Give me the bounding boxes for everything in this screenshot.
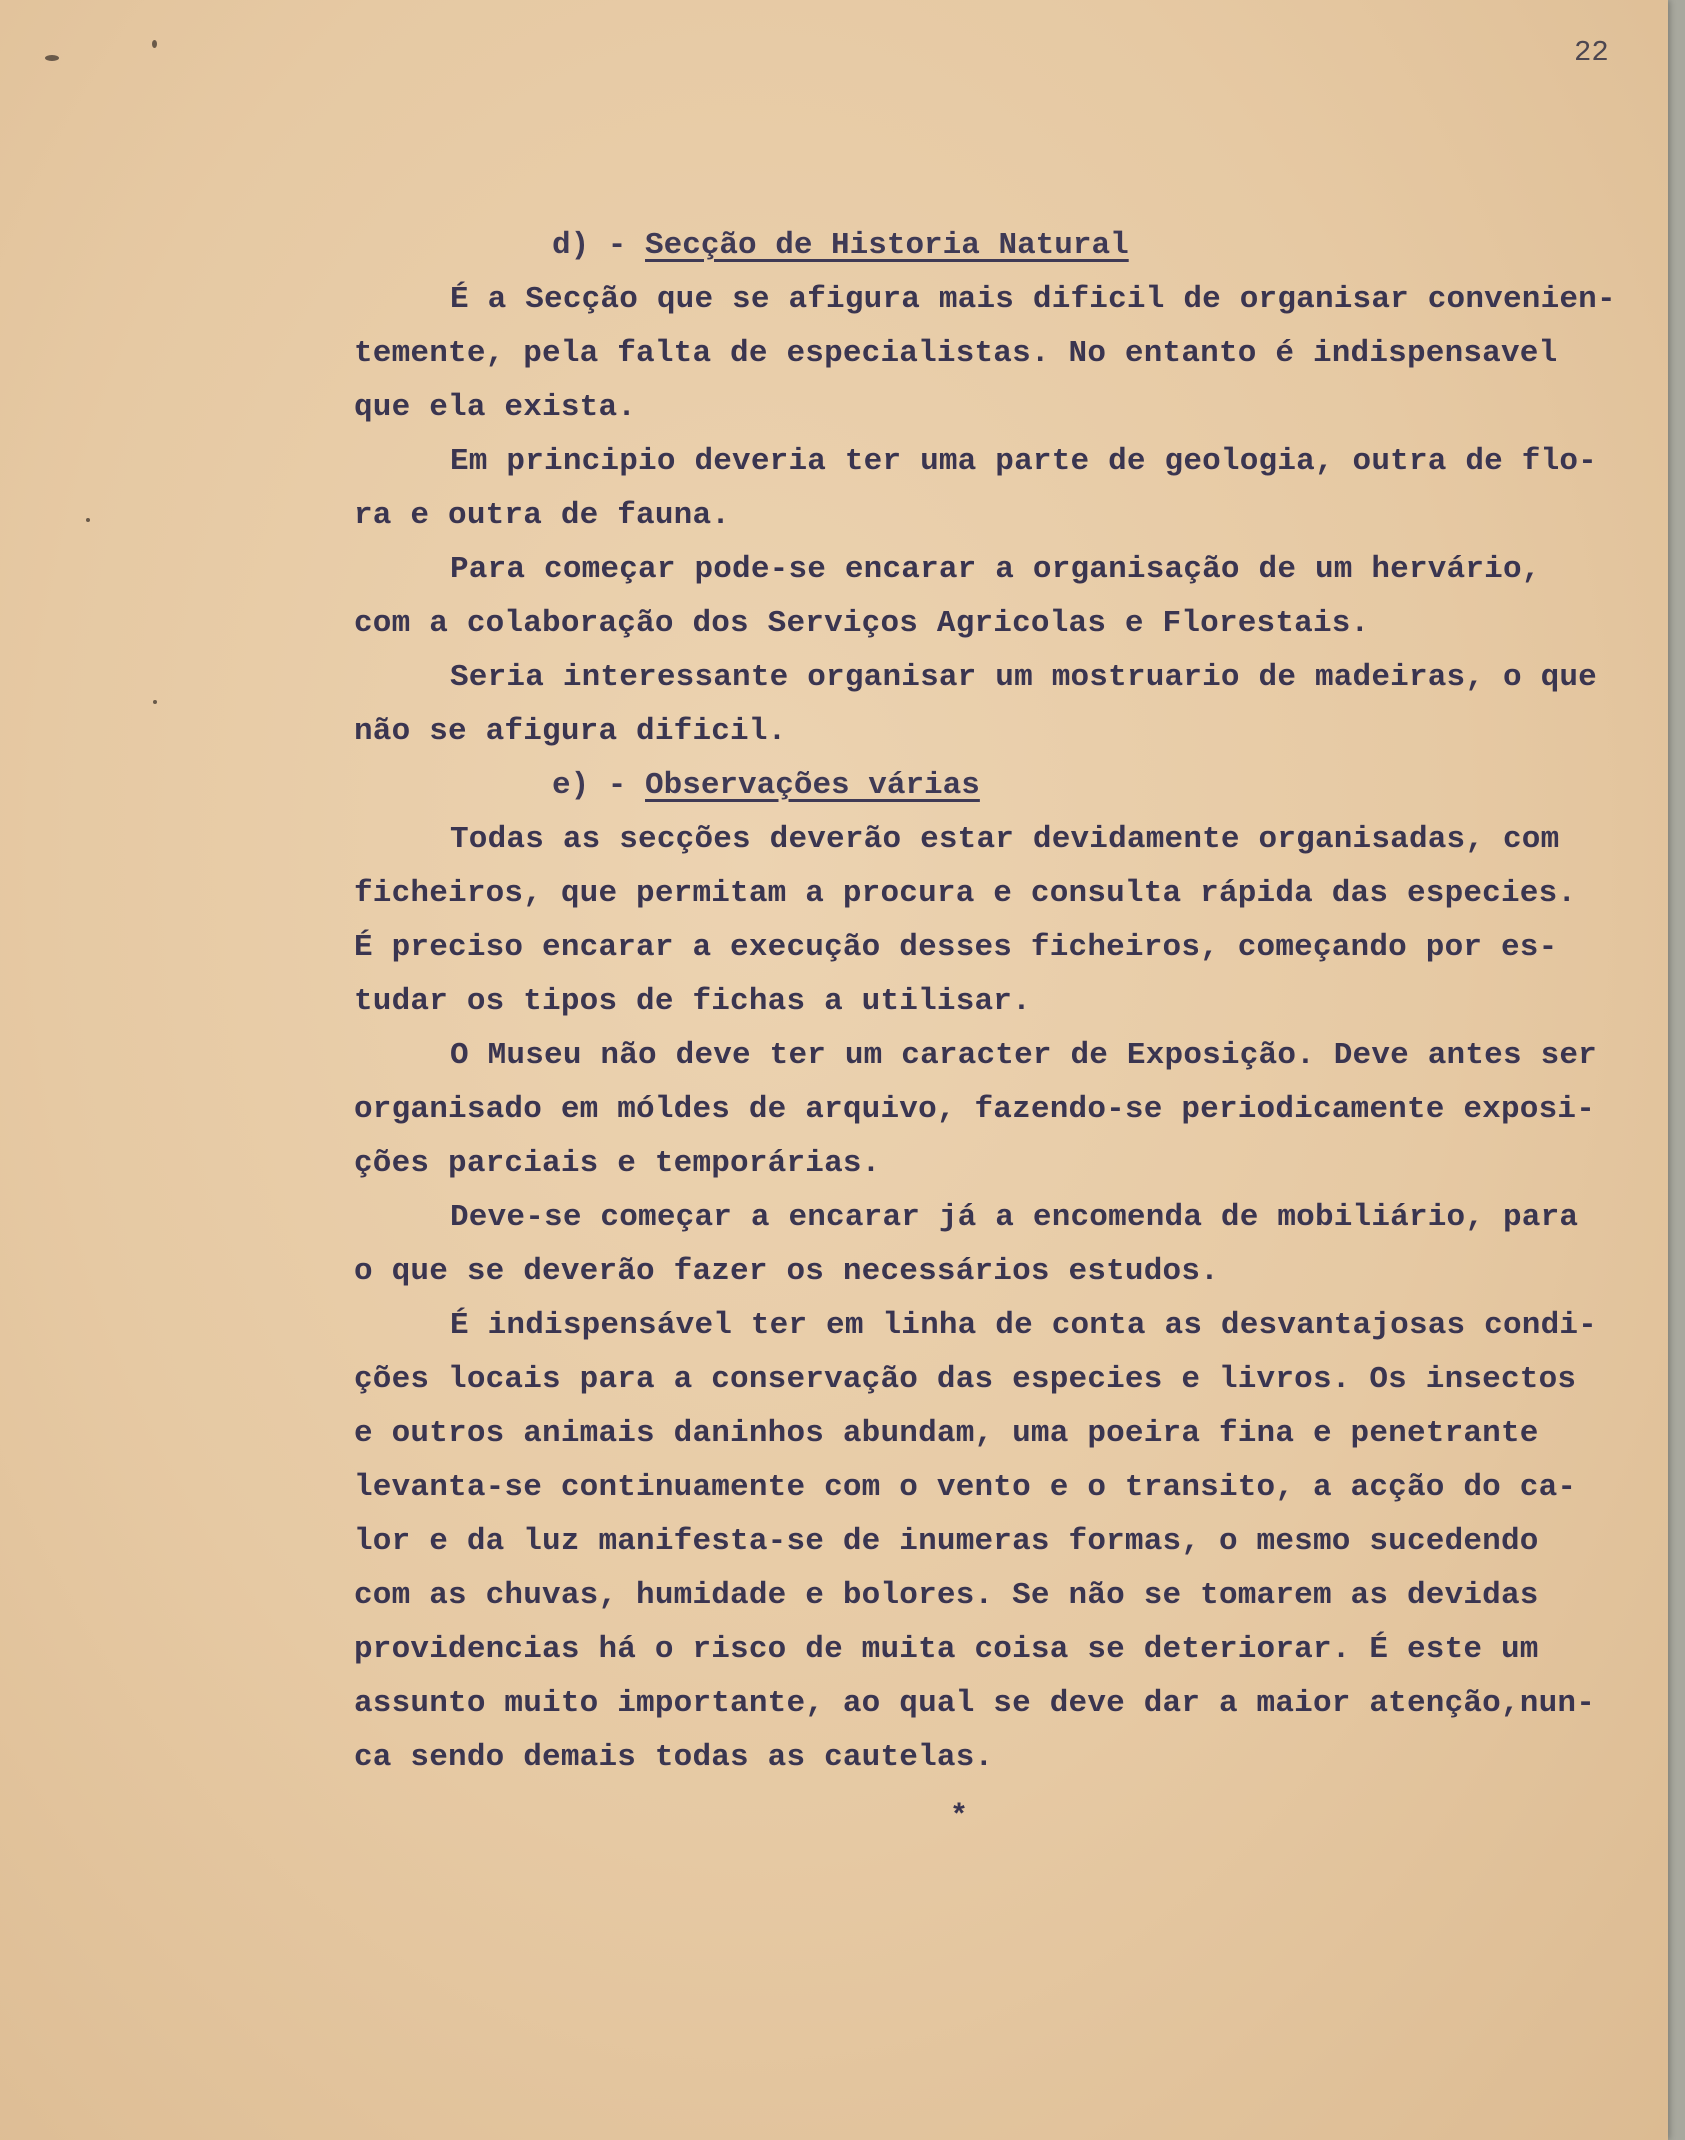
text-line: e outros animais daninhos abundam, uma poeira fina e penetrante	[354, 1416, 1539, 1451]
text-line: tudar os tipos de fichas a utilisar.	[354, 984, 1031, 1019]
ink-spot	[45, 55, 59, 61]
text-line: Em principio deveria ter uma parte de geologia, outra de flo-	[450, 444, 1597, 479]
ink-spot	[152, 40, 157, 48]
text-line: O Museu não deve ter um caracter de Exposição. Deve antes ser	[450, 1038, 1597, 1073]
page-number: 22	[1574, 36, 1609, 69]
section-heading-e	[552, 768, 980, 803]
section-d-title: Secção de Historia Natural	[645, 228, 1129, 263]
text-line: assunto muito importante, ao qual se deve dar a maior atenção,nun-	[354, 1686, 1595, 1721]
text-line: ções locais para a conservação das especies e livros. Os insectos	[354, 1362, 1577, 1397]
text-line: ra e outra de fauna.	[354, 498, 731, 533]
section-e-title: Observações várias	[645, 768, 980, 803]
ink-spot	[86, 518, 90, 522]
text-line: É indispensável ter em linha de conta as desvantajosas condi-	[450, 1308, 1597, 1343]
text-line: É a Secção que se afigura mais dificil de organisar convenien-	[450, 282, 1616, 317]
section-d-prefix: d) -	[552, 228, 646, 263]
text-line: com as chuvas, humidade e bolores. Se não se tomarem as devidas	[354, 1578, 1539, 1613]
text-line: Seria interessante organisar um mostruario de madeiras, o que	[450, 660, 1597, 695]
text-line: providencias há o risco de muita coisa se deteriorar. É este um	[354, 1632, 1539, 1667]
section-e-prefix: e) -	[552, 768, 646, 803]
text-line: não se afigura dificil.	[354, 714, 787, 749]
text-line: que ela exista.	[354, 390, 637, 425]
text-line: ca sendo demais todas as cautelas.	[354, 1740, 994, 1775]
text-line: Para começar pode-se encarar a organisação de um hervário,	[450, 552, 1541, 587]
text-line: com a colaboração dos Serviços Agricolas e Florestais.	[354, 606, 1370, 641]
text-line: ções parciais e temporárias.	[354, 1146, 881, 1181]
text-line: Todas as secções deverão estar devidamente organisadas, com	[450, 822, 1560, 857]
text-line: o que se deverão fazer os necessários estudos.	[354, 1254, 1219, 1289]
text-line: Deve-se começar a encarar já a encomenda de mobiliário, para	[450, 1200, 1579, 1235]
text-line: temente, pela falta de especialistas. No entanto é indispensavel	[354, 336, 1558, 371]
section-heading-d	[552, 228, 1129, 263]
text-line: lor e da luz manifesta-se de inumeras formas, o mesmo sucedendo	[354, 1524, 1539, 1559]
text-line: levanta-se continuamente com o vento e o transito, a acção do ca-	[354, 1470, 1577, 1505]
ink-spot	[153, 700, 157, 704]
text-line: organisado em móldes de arquivo, fazendo-se periodicamente exposi-	[354, 1092, 1595, 1127]
text-line: É preciso encarar a execução desses ficheiros, começando por es-	[354, 930, 1558, 965]
end-mark: *	[950, 1800, 969, 1834]
text-line: ficheiros, que permitam a procura e consulta rápida das especies.	[354, 876, 1577, 911]
